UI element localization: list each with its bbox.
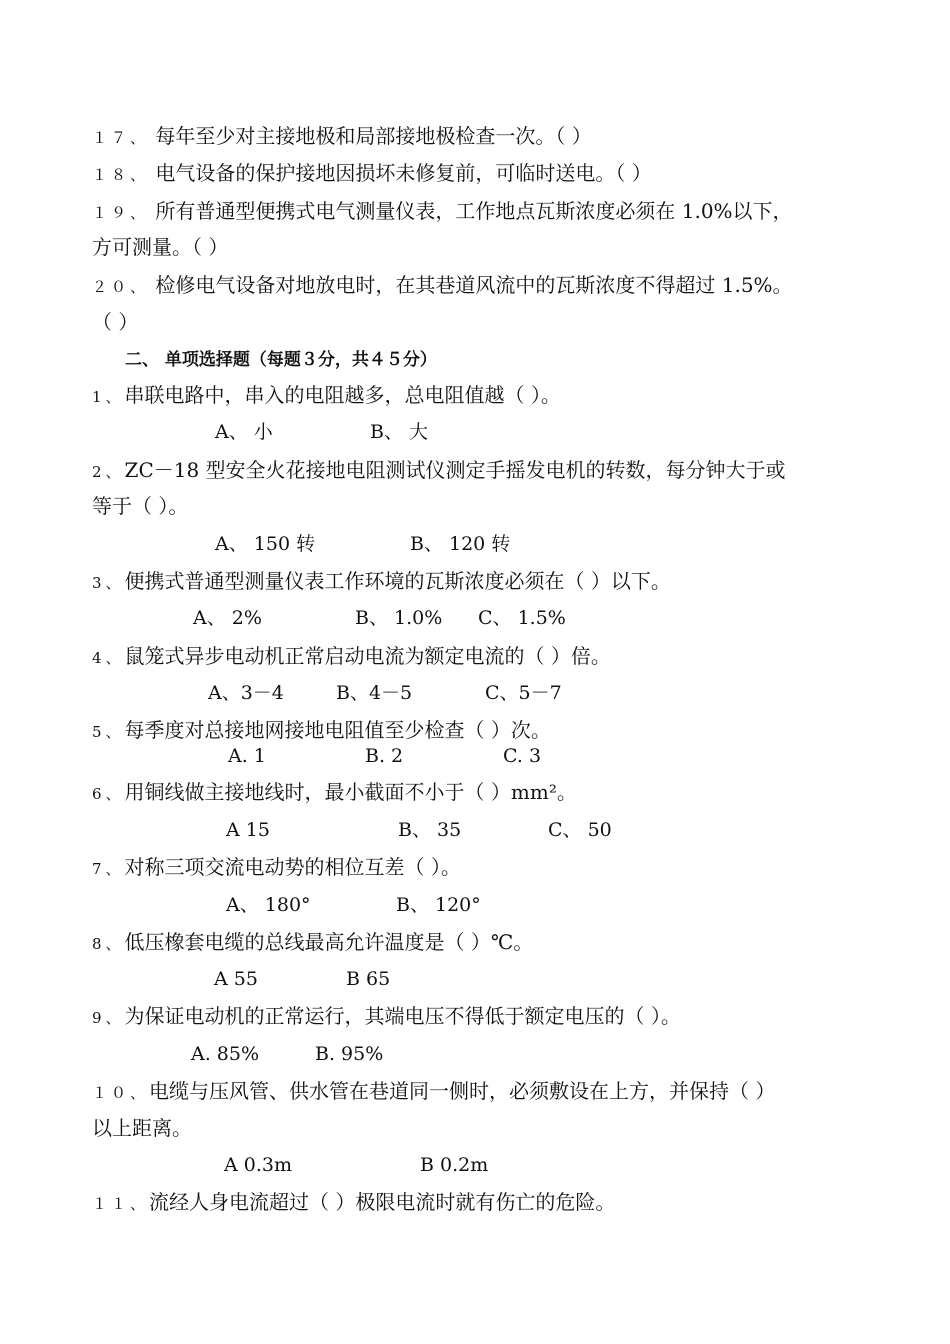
mc-question-5	[92, 718, 551, 744]
question-text: 对称三项交流电动势的相位互差（ ）。	[124, 855, 461, 879]
mc-question-10	[92, 1079, 775, 1105]
question-number: 8、	[92, 935, 125, 953]
question-number: 5、	[92, 723, 125, 741]
question-number: 4、	[92, 649, 125, 667]
option-a: A. 1	[228, 745, 266, 767]
option-a: A、 180°	[226, 894, 311, 916]
option-c: C、 50	[548, 819, 612, 841]
tf-question-20	[92, 273, 793, 299]
mc-question-11	[92, 1190, 615, 1216]
option-b: B、 120 转	[410, 533, 511, 555]
mc-question-10-continued: 以上距离。	[92, 1116, 192, 1140]
question-text: 串联电路中，串入的电阻越多，总电阻值越（ ）。	[124, 383, 561, 407]
option-a: A、 小	[215, 421, 273, 443]
question-number: 7、	[92, 860, 125, 878]
question-text: 检修电气设备对地放电时，在其巷道风流中的瓦斯浓度不得超过 1.5%。	[155, 273, 793, 297]
option-c: C. 3	[503, 745, 542, 767]
option-b: B 0.2m	[420, 1154, 489, 1176]
option-b: B、 大	[370, 421, 429, 443]
question-text: 用铜线做主接地线时，最小截面不小于（ ）mm²。	[124, 780, 577, 804]
question-number: １１、	[92, 1195, 150, 1213]
mc-question-2-continued: 等于（ ）。	[92, 494, 189, 518]
tf-question-18	[92, 161, 652, 187]
question-text: ZC－18 型安全火花接地电阻测试仪测定手摇发电机的转数，每分钟大于或	[124, 458, 786, 482]
section-heading: 二、 单项选择题（每题３分，共４５分）	[125, 350, 437, 370]
option-c: C、5－7	[485, 682, 562, 704]
option-a: A、 150 转	[215, 533, 316, 555]
mc-question-2	[92, 458, 786, 484]
tf-question-19	[92, 199, 793, 225]
mc-question-7	[92, 855, 461, 881]
option-b: B、 120°	[396, 894, 481, 916]
question-number: １７、	[92, 129, 150, 147]
option-c: C、 1.5%	[478, 607, 566, 629]
question-text: 电缆与压风管、供水管在巷道同一侧时，必须敷设在上方，并保持（ ）	[149, 1079, 776, 1103]
question-text: 电气设备的保护接地因损坏未修复前，可临时送电。（ ）	[155, 161, 652, 185]
option-a: A 55	[214, 968, 258, 990]
tf-question-20-continued: （ ）	[92, 310, 139, 334]
question-number: ２０、	[92, 278, 150, 296]
option-a: A 15	[226, 819, 270, 841]
mc-question-3	[92, 569, 671, 595]
question-number: 6、	[92, 785, 125, 803]
question-text: 便携式普通型测量仪表工作环境的瓦斯浓度必须在（ ）以下。	[124, 569, 671, 593]
option-b: B、 1.0%	[355, 607, 443, 629]
option-b: B、4－5	[336, 682, 413, 704]
option-a: A、 2%	[193, 607, 262, 629]
mc-question-6	[92, 780, 577, 806]
option-b: B. 2	[365, 745, 404, 767]
question-number: 3、	[92, 574, 125, 592]
mc-question-9	[92, 1004, 681, 1030]
mc-question-8	[92, 930, 533, 956]
tf-question-17	[92, 124, 592, 150]
question-number: 9、	[92, 1009, 125, 1027]
question-number: １９、	[92, 204, 150, 222]
question-text: 所有普通型便携式电气测量仪表，工作地点瓦斯浓度必须在 1.0%以下，	[155, 199, 793, 223]
option-b: B 65	[346, 968, 391, 990]
option-a: A、3－4	[208, 682, 284, 704]
question-number: １０、	[92, 1084, 150, 1102]
question-text: 每年至少对主接地极和局部接地极检查一次。（ ）	[155, 124, 592, 148]
option-b: B、 35	[398, 819, 462, 841]
question-text: 低压橡套电缆的总线最高允许温度是（ ）℃。	[124, 930, 534, 954]
option-b: B. 95%	[315, 1043, 384, 1065]
question-text: 每季度对总接地网接地电阻值至少检查（ ）次。	[124, 718, 551, 742]
tf-question-19-continued: 方可测量。（ ）	[92, 235, 229, 259]
question-text: 为保证电动机的正常运行，其端电压不得低于额定电压的（ ）。	[124, 1004, 681, 1028]
question-number: １８、	[92, 166, 150, 184]
question-number: 1、	[92, 388, 125, 406]
option-a: A 0.3m	[224, 1154, 292, 1176]
mc-question-4	[92, 644, 611, 670]
question-text: 流经人身电流超过（ ）极限电流时就有伤亡的危险。	[149, 1190, 616, 1214]
question-number: 2、	[92, 463, 125, 481]
mc-question-1	[92, 383, 561, 409]
question-text: 鼠笼式异步电动机正常启动电流为额定电流的（ ）倍。	[124, 644, 611, 668]
option-a: A. 85%	[191, 1043, 260, 1065]
